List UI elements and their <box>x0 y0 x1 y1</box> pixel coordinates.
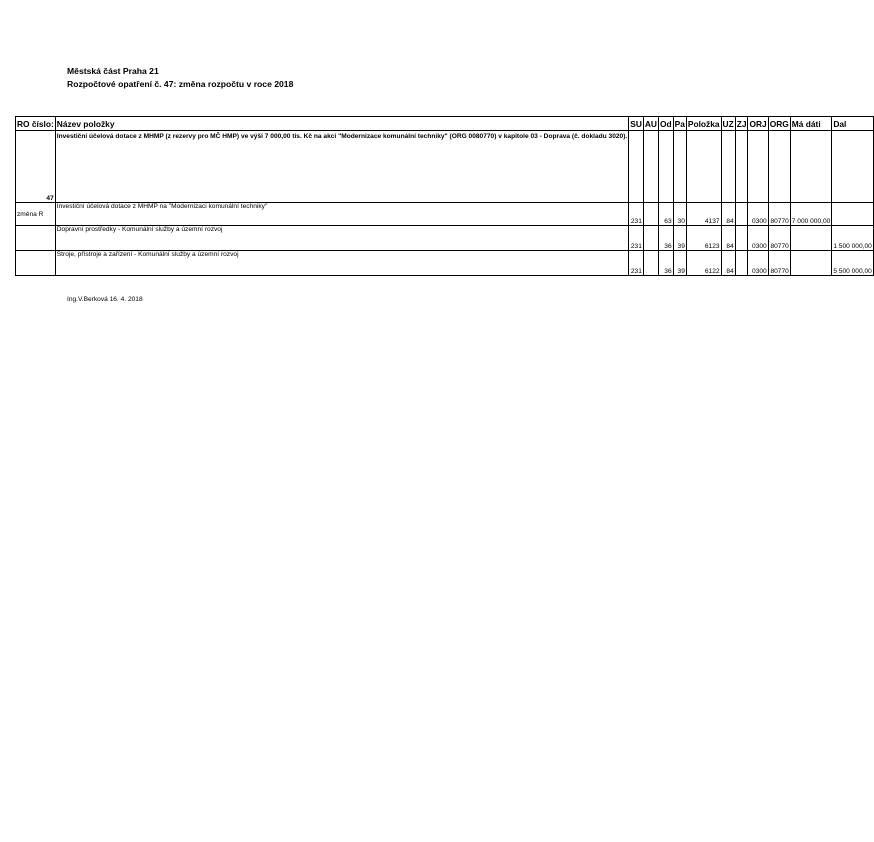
col-header-au: AU <box>644 118 657 129</box>
col-header-uz: UZ <box>722 118 734 129</box>
cell-orj: 0300 <box>748 226 768 251</box>
cell-ro: změna R <box>16 203 56 226</box>
cell-polozka: 4137 <box>686 203 721 226</box>
col-header-org: ORG <box>769 118 789 129</box>
cell-au <box>643 251 658 276</box>
cell-od: 36 <box>658 226 673 251</box>
cell-org: 80770 <box>768 226 790 251</box>
cell-pa: 39 <box>673 226 686 251</box>
cell-name: Investiční účelová dotace z MHMP na "Modernizaci komunální techniky" <box>55 203 628 226</box>
cell-zj <box>735 203 748 226</box>
ro-number: 47 <box>16 131 56 203</box>
cell-dal <box>832 203 874 226</box>
municipality-title: Městská část Praha 21 <box>67 66 159 76</box>
cell-uz: 84 <box>721 251 735 276</box>
cell-zj <box>735 251 748 276</box>
cell-ma-dati <box>790 251 832 276</box>
table-row <box>16 226 874 251</box>
cell-uz: 84 <box>721 226 735 251</box>
col-header-od: Od <box>659 118 672 129</box>
col-header-name: Název položky <box>55 117 628 131</box>
cell-ro <box>16 226 56 251</box>
col-header-dal: Dal <box>832 117 874 131</box>
table-row <box>16 203 874 226</box>
cell-orj: 0300 <box>748 203 768 226</box>
cell-su: 231 <box>629 251 644 276</box>
cell-ma-dati <box>790 226 832 251</box>
cell-orj: 0300 <box>748 251 768 276</box>
cell-polozka: 6122 <box>686 251 721 276</box>
table-row-intro <box>16 131 874 203</box>
cell-polozka: 6123 <box>686 226 721 251</box>
cell-ro <box>16 251 56 276</box>
cell-dal: 5 500 000,00 <box>832 251 874 276</box>
col-header-zj: ZJ <box>736 118 747 129</box>
cell-od: 63 <box>658 203 673 226</box>
col-header-ro: RO číslo: <box>17 118 54 129</box>
table-row <box>16 251 874 276</box>
budget-table <box>15 116 874 276</box>
cell-au <box>643 203 658 226</box>
cell-org: 80770 <box>768 251 790 276</box>
cell-name: Dopravní prostředky - Komunální služby a územní rozvoj <box>55 226 628 251</box>
cell-pa: 30 <box>673 203 686 226</box>
author-signature-date: Ing.V.Berková 16. 4. 2018 <box>67 296 143 303</box>
col-header-polozka: Položka <box>687 118 720 129</box>
cell-uz: 84 <box>721 203 735 226</box>
cell-org: 80770 <box>768 203 790 226</box>
col-header-pa: Pa <box>674 118 685 129</box>
table-header-row <box>16 117 874 131</box>
cell-dal: 1 500 000,00 <box>832 226 874 251</box>
cell-su: 231 <box>629 203 644 226</box>
col-header-ma-dati: Má dáti <box>790 117 832 131</box>
cell-zj <box>735 226 748 251</box>
cell-od: 36 <box>658 251 673 276</box>
cell-ma-dati: 7 000 000,00 <box>790 203 832 226</box>
col-header-orj: ORJ <box>749 118 767 129</box>
cell-pa: 39 <box>673 251 686 276</box>
cell-au <box>643 226 658 251</box>
intro-description: Investiční účelová dotace z MHMP (z rezervy pro MČ HMP) ve výši 7 000,00 tis. Kč na akci "Modernizace komunální techniky" (ORG 0080770) v kapitole 03 - Doprava (č. dokladu 3020). <box>55 131 628 203</box>
col-header-su: SU <box>630 118 642 129</box>
cell-name: Stroje, přístroje a zařízení - Komunální služby a územní rozvoj <box>55 251 628 276</box>
document-title: Rozpočtové opatření č. 47: změna rozpočtu v roce 2018 <box>67 79 294 89</box>
cell-su: 231 <box>629 226 644 251</box>
